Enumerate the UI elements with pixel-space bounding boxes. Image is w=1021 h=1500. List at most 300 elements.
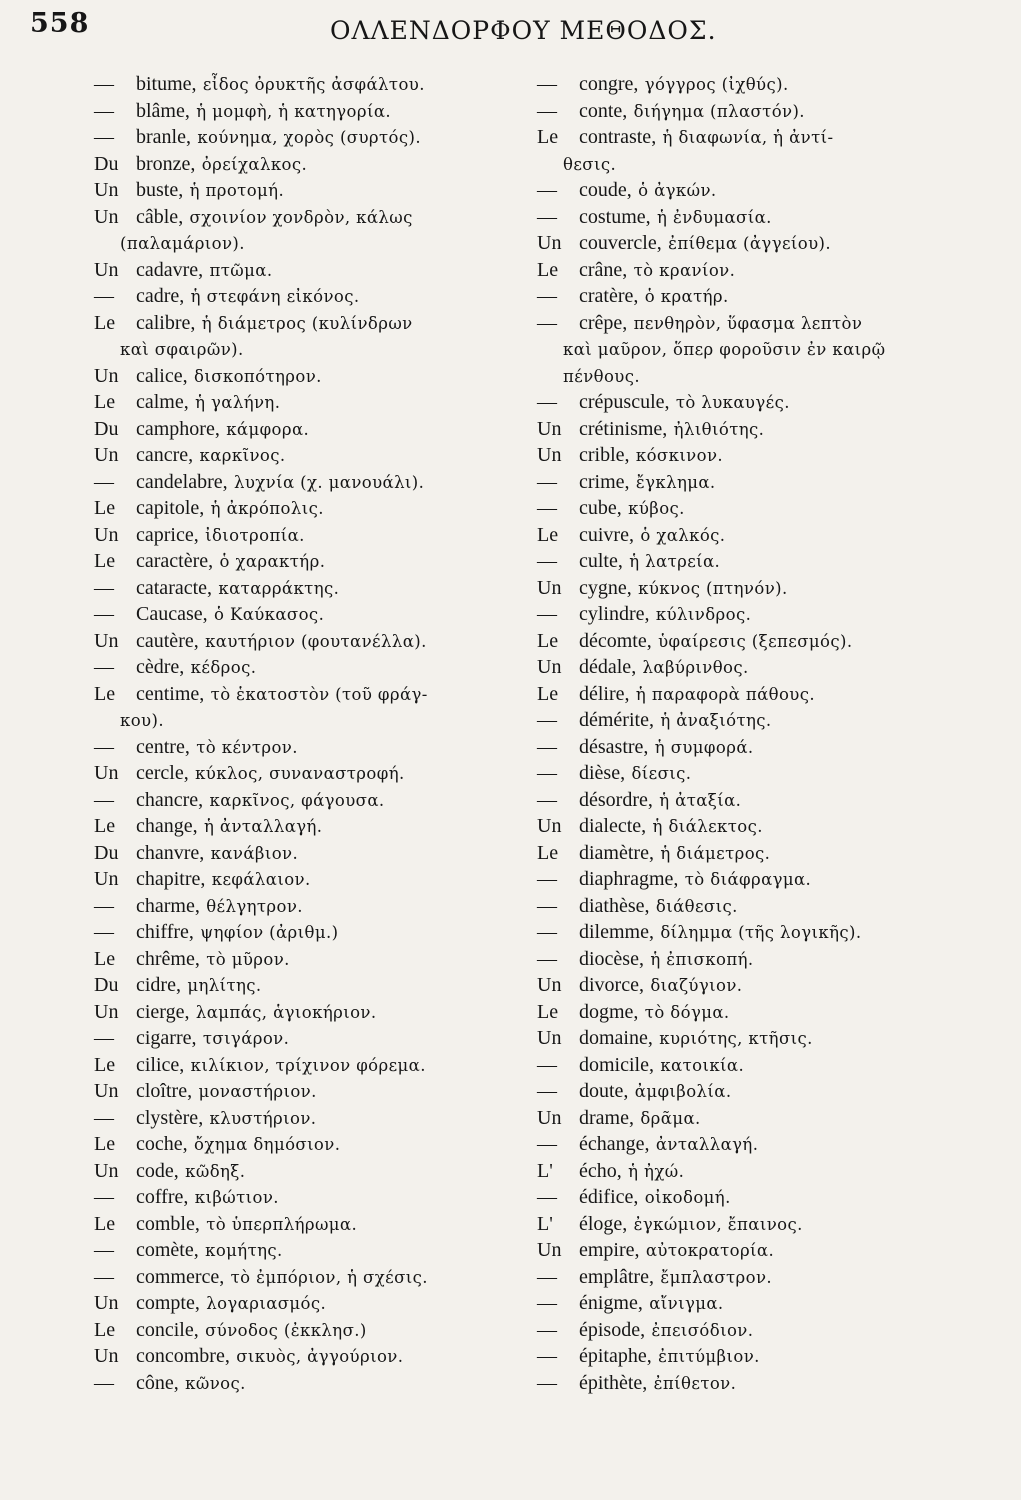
entry-article: Un [537, 444, 562, 466]
entry-article: Un [94, 762, 119, 784]
entry-headword: diaphragme, [579, 868, 679, 890]
entry-headword: comète, [136, 1239, 199, 1261]
entry-article: Le [94, 947, 116, 970]
entry-translation: κλυστήριον. [209, 1108, 317, 1128]
dictionary-entry [94, 468, 526, 495]
entry-translation: ἀνταλλαγή. [655, 1135, 759, 1154]
entry-article: — [537, 1080, 557, 1102]
entry-translation: κιλίκιον, τρίχινον φόρεμα. [190, 1055, 426, 1075]
dictionary-entry [94, 1369, 526, 1396]
dictionary-entry [537, 1210, 1007, 1237]
dictionary-entry [537, 1183, 1007, 1210]
entry-translation: τὸ μῦρον. [206, 949, 290, 969]
entry-headword: bitume, [136, 73, 197, 95]
entry-translation: τὸ ἐμπόριον, ἡ σχέσις. [230, 1267, 428, 1287]
entry-headword: congre, [579, 73, 639, 95]
dictionary-entry [537, 1157, 1007, 1184]
entry-article: Un [537, 974, 562, 996]
dictionary-entry [94, 521, 526, 548]
dictionary-entry [94, 1130, 526, 1157]
entry-translation: ἡ λατρεία. [629, 552, 721, 571]
entry-translation: μοναστήριον. [198, 1082, 317, 1101]
entry-headword: centre, [136, 735, 190, 758]
entry-article: — [537, 1345, 557, 1367]
entry-translation: εἶδος ὀρυκτῆς ἀσφάλτου. [202, 75, 425, 94]
entry-translation: τὸ διάφραγμα. [684, 870, 812, 889]
entry-translation: κάμφορα. [226, 419, 310, 439]
entry-headword: coche, [136, 1133, 188, 1155]
entry-headword: cautère, [136, 629, 199, 652]
entry-continuation: καὶ σφαιρῶν). [120, 340, 244, 359]
entry-headword: cône, [136, 1371, 179, 1394]
entry-translation: τὸ λυκαυγές. [675, 393, 790, 412]
entry-translation: ὁ κρατήρ. [644, 287, 729, 306]
dictionary-entry [537, 733, 1007, 760]
page-header [0, 6, 1021, 56]
dictionary-entry [537, 653, 1007, 680]
entry-headword: costume, [579, 205, 651, 228]
dictionary-entry [94, 998, 526, 1025]
dictionary-entry [537, 1104, 1007, 1131]
entry-translation: κούνημα, χορὸς (συρτός). [197, 128, 421, 147]
dictionary-entry [537, 256, 1007, 283]
entry-headword: buste, [136, 179, 184, 201]
entry-headword: chiffre, [136, 921, 194, 943]
dictionary-entry [537, 521, 1007, 548]
entry-continuation: καὶ μαῦρον, ὅπερ φοροῦσιν ἐν καιρῷ [563, 340, 886, 359]
dictionary-entry [537, 335, 1007, 362]
entry-article: Un [94, 1000, 119, 1023]
entry-translation: διάθεσις. [655, 896, 738, 916]
entry-headword: échange, [579, 1133, 650, 1155]
entry-headword: coffre, [136, 1186, 189, 1208]
entry-translation: ἡ διάμετρος. [660, 843, 771, 863]
entry-translation: ἡ ἀταξία. [659, 790, 742, 810]
entry-translation: σχοινίον χονδρὸν, κάλως [189, 207, 413, 227]
entry-translation: ἡ συμφορά. [654, 737, 754, 757]
entry-translation: οἰκοδομή. [644, 1188, 731, 1207]
dictionary-entry [537, 627, 1007, 654]
dictionary-entry [537, 547, 1007, 574]
dictionary-entry [537, 918, 1007, 945]
dictionary-entry [537, 680, 1007, 707]
entry-article: Un [94, 1292, 119, 1314]
entry-article: — [537, 391, 557, 413]
dictionary-entry [94, 865, 526, 892]
entry-article: — [537, 73, 557, 95]
dictionary-entry [94, 256, 526, 283]
entry-article: — [94, 73, 114, 95]
entry-headword: démérite, [579, 709, 654, 731]
entry-headword: divorce, [579, 974, 644, 996]
entry-headword: éloge, [579, 1212, 628, 1235]
entry-article: — [94, 470, 114, 493]
entry-headword: drame, [579, 1106, 634, 1129]
entry-headword: cloître, [136, 1080, 193, 1102]
entry-translation: ἡ διάμετρος (κυλίνδρων [201, 313, 413, 333]
entry-article: — [94, 99, 114, 122]
entry-article: — [94, 1239, 114, 1261]
entry-translation: τὸ κέντρον. [196, 737, 298, 757]
dictionary-entry [537, 812, 1007, 839]
entry-article: Le [94, 1133, 116, 1155]
left-column [94, 70, 526, 1395]
entry-article: — [537, 709, 557, 731]
entry-translation: ἰδιοτροπία. [205, 525, 305, 545]
entry-translation: καρκῖνος. [199, 446, 286, 465]
entry-translation: κόσκινον. [635, 446, 724, 465]
dictionary-entry [94, 388, 526, 415]
dictionary-entry [94, 1316, 526, 1343]
entry-translation: ἔμπλαστρον. [660, 1267, 773, 1287]
entry-article: Un [537, 576, 562, 599]
entry-headword: crâne, [579, 258, 628, 281]
entry-article: — [94, 735, 114, 758]
entry-article: Le [94, 550, 116, 572]
dictionary-entry [94, 150, 526, 177]
dictionary-entry [537, 362, 1007, 389]
entry-article: Un [537, 1027, 562, 1049]
dictionary-entry [94, 1051, 526, 1078]
entry-headword: coude, [579, 179, 632, 201]
entry-headword: change, [136, 815, 198, 837]
dictionary-entry [537, 706, 1007, 733]
entry-translation: κῶνος. [185, 1373, 246, 1393]
entry-headword: énigme, [579, 1292, 643, 1314]
dictionary-entry [94, 282, 526, 309]
entry-headword: code, [136, 1159, 179, 1182]
dictionary-entry [94, 1289, 526, 1316]
entry-article: Un [537, 1239, 562, 1261]
entry-translation: κυριότης, κτῆσις. [659, 1029, 813, 1048]
dictionary-entry [537, 839, 1007, 866]
entry-translation: κῶδηξ. [185, 1161, 246, 1181]
entry-headword: cygne, [579, 576, 632, 599]
dictionary-entry [94, 786, 526, 813]
entry-headword: contraste, [579, 126, 657, 148]
right-column [537, 70, 1007, 1395]
dictionary-entry [94, 415, 526, 442]
entry-article: L' [537, 1212, 553, 1235]
entry-headword: crible, [579, 444, 630, 466]
entry-headword: crêpe, [579, 311, 628, 334]
dictionary-entry [537, 1289, 1007, 1316]
entry-article: Un [94, 1080, 119, 1102]
dictionary-entry [537, 574, 1007, 601]
entry-continuation: (παλαμάριον). [120, 234, 245, 253]
dictionary-entry [94, 706, 526, 733]
entry-article: — [537, 179, 557, 201]
entry-headword: calice, [136, 364, 188, 387]
entry-translation: ἡ γαλήνη. [195, 393, 281, 412]
entry-continuation: θεσις. [563, 154, 617, 174]
entry-article: — [537, 311, 557, 334]
dictionary-entry [94, 574, 526, 601]
dictionary-entry [537, 229, 1007, 256]
entry-headword: dédale, [579, 656, 637, 678]
dictionary-entry [94, 441, 526, 468]
entry-headword: centime, [136, 682, 205, 705]
entry-article: — [537, 285, 557, 307]
dictionary-entry [537, 70, 1007, 97]
entry-translation: καρκῖνος, φάγουσα. [209, 790, 385, 810]
entry-headword: cierge, [136, 1000, 190, 1023]
entry-article: — [537, 1292, 557, 1314]
dictionary-entry [537, 998, 1007, 1025]
entry-translation: ἐγκώμιον, ἔπαινος. [633, 1214, 803, 1234]
entry-continuation: πένθους. [563, 366, 641, 386]
dictionary-entry [537, 1316, 1007, 1343]
entry-translation: δίεσις. [631, 764, 692, 783]
entry-translation: δρᾶμα. [640, 1108, 701, 1128]
entry-headword: délire, [579, 682, 630, 705]
entry-translation: θέλγητρον. [206, 896, 303, 916]
entry-translation: κεφάλαιον. [211, 870, 311, 889]
entry-headword: cercle, [136, 762, 189, 784]
dictionary-entry [537, 468, 1007, 495]
entry-article: Le [94, 391, 116, 413]
entry-translation: ἔγκλημα. [635, 472, 716, 492]
entry-translation: κύλινδρος. [655, 605, 752, 624]
entry-article: Le [537, 258, 559, 281]
entry-headword: diocèse, [579, 947, 644, 970]
entry-headword: cancre, [136, 444, 194, 466]
entry-article: — [537, 735, 557, 758]
entry-headword: cratère, [579, 285, 639, 307]
dictionary-entry [537, 123, 1007, 150]
entry-headword: décomte, [579, 629, 652, 652]
entry-headword: conte, [579, 99, 628, 122]
entry-translation: καυτήριον (φουτανέλλα). [205, 631, 427, 651]
entry-article: L' [537, 1159, 553, 1182]
entry-article: Le [537, 523, 559, 546]
entry-headword: caractère, [136, 550, 214, 572]
entry-translation: λυχνία (χ. μανουάλι). [233, 472, 425, 492]
dictionary-entry [537, 1130, 1007, 1157]
entry-translation: σικυὸς, ἀγγούριον. [236, 1347, 404, 1366]
entry-headword: cylindre, [579, 603, 650, 625]
entry-translation: ἐπίθετον. [653, 1373, 737, 1393]
dictionary-entry [94, 1024, 526, 1051]
entry-headword: diamètre, [579, 841, 654, 864]
entry-translation: κύκνος (πτηνόν). [638, 578, 788, 598]
dictionary-entry [537, 971, 1007, 998]
entry-headword: blâme, [136, 99, 190, 122]
dictionary-entry [94, 362, 526, 389]
entry-article: Un [94, 1345, 119, 1367]
entry-article: — [94, 603, 114, 625]
entry-article: — [94, 656, 114, 678]
dictionary-entry [94, 494, 526, 521]
entry-translation: ψηφίον (ἀριθμ.) [200, 923, 339, 942]
entry-article: — [537, 497, 557, 519]
dictionary-entry [537, 600, 1007, 627]
entry-article: Un [94, 179, 119, 201]
entry-headword: épisode, [579, 1318, 646, 1341]
dictionary-entry [94, 1183, 526, 1210]
dictionary-entry [537, 865, 1007, 892]
dictionary-entry [94, 1077, 526, 1104]
entry-article: Le [94, 682, 116, 705]
entry-headword: crépuscule, [579, 391, 670, 413]
entry-headword: concombre, [136, 1345, 230, 1367]
entry-translation: κέδρος. [190, 658, 257, 677]
entry-headword: capitole, [136, 497, 205, 519]
entry-continuation: κου). [120, 711, 164, 730]
page-number: 558 [30, 8, 90, 39]
entry-article: Un [537, 417, 562, 440]
entry-article: Du [94, 152, 119, 175]
entry-article: — [94, 921, 114, 943]
dictionary-entry [94, 1236, 526, 1263]
entry-article: — [537, 947, 557, 970]
entry-headword: domaine, [579, 1027, 653, 1049]
entry-translation: ὄχημα δημόσιον. [194, 1135, 341, 1154]
entry-translation: ἡ διαφωνία, ἡ ἀντί- [662, 128, 834, 147]
entry-article: — [537, 1053, 557, 1076]
dictionary-entry [537, 282, 1007, 309]
dictionary-entry [537, 786, 1007, 813]
entry-article: Un [537, 656, 562, 678]
entry-translation: λαμπάς, ἁγιοκήριον. [195, 1002, 377, 1022]
dictionary-entry [537, 97, 1007, 124]
entry-translation: ἐπιτύμβιον. [658, 1347, 760, 1366]
entry-translation: ἐπεισόδιον. [651, 1320, 754, 1340]
dictionary-entry [94, 627, 526, 654]
entry-translation: κιβώτιον. [194, 1188, 279, 1207]
entry-translation: ἡ ἀναξιότης. [660, 711, 772, 730]
entry-headword: candelabre, [136, 470, 228, 493]
entry-headword: crétinisme, [579, 417, 668, 440]
entry-translation: πτῶμα. [209, 260, 273, 280]
entry-translation: ἐπίθεμα (ἀγγείου). [668, 234, 832, 253]
entry-headword: chancre, [136, 788, 204, 811]
entry-article: — [537, 788, 557, 811]
entry-article: — [537, 868, 557, 890]
entry-headword: épitaphe, [579, 1345, 652, 1367]
entry-translation: τὸ ὑπερπλήρωμα. [206, 1214, 358, 1234]
entry-article: Le [94, 1318, 116, 1341]
entry-article: Du [94, 974, 119, 996]
entry-article: — [537, 1133, 557, 1155]
entry-article: Du [94, 417, 119, 440]
dictionary-entry [94, 839, 526, 866]
entry-translation: ὁ χαλκός. [640, 525, 726, 545]
entry-headword: empire, [579, 1239, 640, 1261]
entry-translation: τὸ δόγμα. [644, 1002, 730, 1022]
entry-headword: calibre, [136, 311, 196, 334]
dictionary-entry [537, 388, 1007, 415]
entry-translation: μηλίτης. [187, 976, 262, 995]
entry-translation: καταρράκτης. [218, 578, 340, 598]
entry-headword: épithète, [579, 1371, 648, 1394]
entry-translation: ἡ ἀκρόπολις. [210, 499, 324, 518]
entry-article: — [94, 1106, 114, 1129]
entry-article: Du [94, 841, 119, 864]
entry-article: Le [94, 815, 116, 837]
entry-translation: κύκλος, συναναστροφή. [195, 764, 405, 783]
entry-translation: τὸ ἑκατοστὸν (τοῦ φράγ- [210, 684, 428, 704]
entry-article: Le [537, 841, 559, 864]
entry-article: Un [94, 868, 119, 890]
entry-article: — [537, 470, 557, 493]
entry-article: — [537, 1371, 557, 1394]
dictionary-entry [537, 150, 1007, 177]
dictionary-entry [94, 97, 526, 124]
entry-headword: culte, [579, 550, 623, 572]
entry-headword: diathèse, [579, 894, 650, 917]
dictionary-entry [94, 1210, 526, 1237]
entry-article: — [537, 205, 557, 228]
entry-translation: γόγγρος (ἰχθύς). [644, 75, 789, 94]
entry-article: Un [94, 523, 119, 546]
dictionary-entry [94, 176, 526, 203]
entry-article: Le [537, 629, 559, 652]
entry-translation: τσιγάρον. [202, 1029, 290, 1048]
entry-article: Le [537, 126, 559, 148]
entry-translation: σύνοδος (ἐκκλησ.) [205, 1320, 367, 1340]
entry-article: Un [537, 232, 562, 254]
entry-article: — [537, 921, 557, 943]
entry-article: — [537, 1318, 557, 1341]
entry-headword: branle, [136, 126, 191, 148]
entry-headword: crime, [579, 470, 630, 493]
dictionary-entry [537, 759, 1007, 786]
dictionary-entry [94, 971, 526, 998]
entry-translation: κύβος. [628, 499, 685, 518]
entry-headword: doute, [579, 1080, 629, 1102]
entry-headword: calme, [136, 391, 189, 413]
dictionary-entry [537, 945, 1007, 972]
entry-headword: dièse, [579, 762, 626, 784]
entry-headword: Caucase, [136, 603, 208, 625]
dictionary-entry [94, 733, 526, 760]
entry-article: — [94, 894, 114, 917]
dictionary-entry [94, 1263, 526, 1290]
entry-headword: édifice, [579, 1186, 639, 1208]
entry-translation: διαζύγιον. [650, 976, 743, 995]
entry-article: — [537, 894, 557, 917]
entry-translation: ἡ μομφὴ, ἡ κατηγορία. [196, 101, 392, 121]
dictionary-entry [537, 892, 1007, 919]
entry-headword: domicile, [579, 1053, 654, 1076]
entry-headword: cadavre, [136, 258, 204, 281]
entry-headword: commerce, [136, 1265, 225, 1288]
entry-translation: ἡ ἐπισκοπή. [650, 949, 754, 969]
entry-translation: λογαριασμός. [206, 1294, 327, 1313]
entry-translation: πενθηρὸν, ὕφασμα λεπτὸν [633, 313, 863, 333]
dictionary-entry [94, 1157, 526, 1184]
entry-translation: αὐτοκρατορία. [645, 1241, 775, 1260]
dictionary-entry [537, 1342, 1007, 1369]
entry-headword: cuivre, [579, 523, 634, 546]
entry-translation: αἴνιγμα. [649, 1294, 724, 1313]
entry-translation: ἡ στεφάνη εἰκόνος. [190, 287, 360, 306]
entry-translation: ἡ διάλεκτος. [652, 817, 763, 836]
dictionary-entry [537, 1077, 1007, 1104]
entry-headword: désordre, [579, 788, 653, 811]
dictionary-entry [94, 335, 526, 362]
dictionary-entry [94, 600, 526, 627]
entry-translation: κομήτης. [205, 1241, 283, 1260]
entry-translation: ἡ προτομή. [189, 181, 285, 200]
entry-article: — [94, 576, 114, 599]
entry-translation: ὁ Καύκασος. [214, 605, 325, 624]
dictionary-entry [94, 1342, 526, 1369]
entry-headword: désastre, [579, 735, 649, 758]
entry-translation: ἠλιθιότης. [673, 419, 765, 439]
entry-headword: écho, [579, 1159, 622, 1182]
